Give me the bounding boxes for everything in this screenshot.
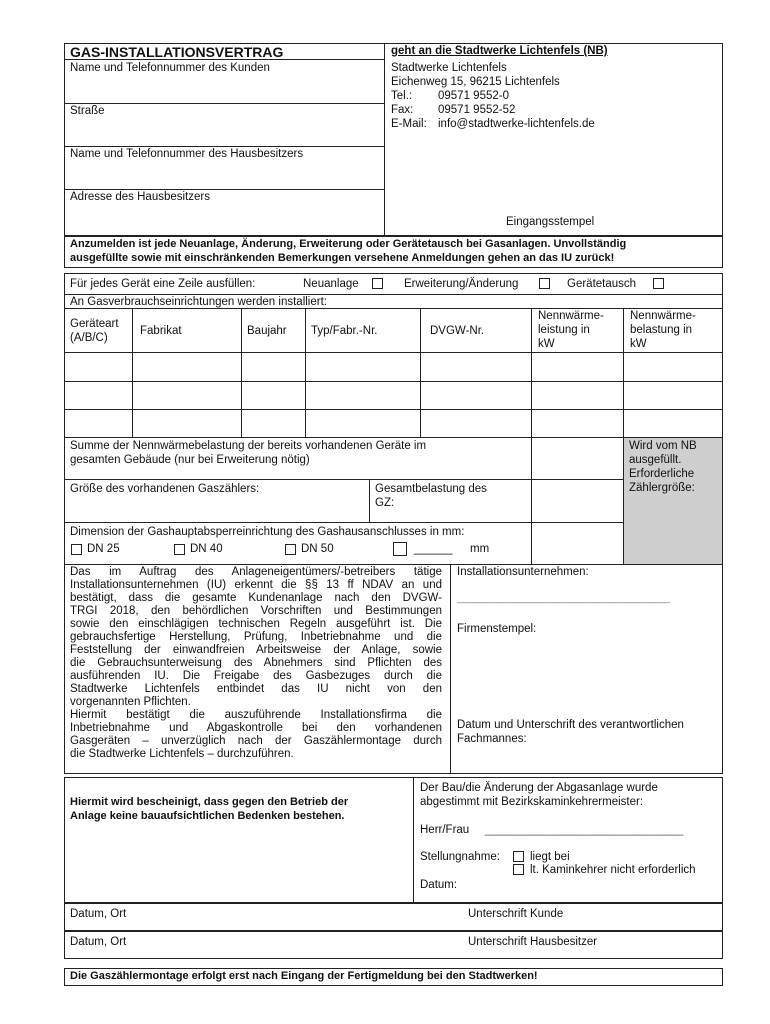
chimney-date-label: Datum: [420, 879, 458, 891]
building-statement-1: Hiermit wird bescheinigt, dass gegen den Betrieb der [70, 796, 349, 808]
owner-address-label: Adresse des Hausbesitzers [70, 191, 210, 203]
opinion-not-required-label: lt. Kaminkehrer nicht erforderlich [530, 864, 696, 876]
nb-note-2: ausgefüllt. [629, 454, 682, 466]
dn25-label: DN 25 [87, 543, 120, 555]
firm-stamp-area[interactable] [452, 640, 720, 714]
dn-custom-checkbox[interactable] [393, 542, 407, 556]
col-belastung-2: belastung in [630, 324, 693, 336]
signature-label-2: Fachmannes: [457, 733, 527, 745]
dn50-checkbox[interactable] [285, 544, 296, 555]
customer-name-phone-label: Name und Telefonnummer des Kunden [70, 62, 270, 74]
mr-mrs-label: Herr/Frau [420, 824, 470, 836]
firm-stamp-label: Firmenstempel: [457, 623, 537, 635]
erweiterung-checkbox[interactable] [539, 278, 550, 289]
flue-text-1: Der Bau/die Änderung der Abgasanlage wurde [420, 782, 658, 794]
owner-address-field[interactable] [65, 205, 383, 235]
utility-fax: 09571 9552-52 [438, 104, 516, 116]
option-geraetetausch-label: Gerätetausch [567, 278, 637, 290]
nb-note-1: Wird vom NB [629, 440, 697, 452]
form-title: GAS-INSTALLATIONSVERTRAG [70, 44, 284, 60]
nb-note-4: Zählergröße: [629, 482, 695, 494]
dn25-checkbox[interactable] [71, 544, 82, 555]
authorization-text: Das im Auftrag des Anlageneigentümers/-betreibers tätige Installationsunternehmen (IU) erkennt die §§ 13 ff NDAV an und bestätigt, dass die gesamte Kundenanlage nach den DVGW- TRGI 2018, den behördlichen Vorschriften und Bestimmungen sowie den einschlägigen technischen Regeln ausgeführt ist. Die gebrauchsfertige Herstellung, Prüfung, Inbetriebnahme und die Feststellung der einwandfreien Arbeitsweise der Anlage, sowie die Gebrauchsunterweisung des Abnehmers sind Pflichten des ausführenden IU. Die Freigabe des Gasbezuges durch die Stadtwerke Lichtenfels entbindet das IU nicht von den vorgenannten Pflichten. Hiermit bestätigt die auszuführende Installationsfirma die Inbetriebnahme und Abgaskontrolle bei den vorhandenen Gasgeräten – unverzüglich nach der Gaszählermontage durch die Stadtwerke Lichtenfels – durchzuführen. [70, 566, 442, 760]
instruction-label: Für jedes Gerät eine Zeile ausfüllen: [70, 278, 256, 290]
customer-signature-label: Unterschrift Kunde [468, 908, 564, 920]
option-neuanlage-label: Neuanlage [303, 278, 359, 290]
customer-date-place-label: Datum, Ort [70, 908, 127, 920]
street-label: Straße [70, 105, 105, 117]
total-load-field[interactable] [532, 480, 622, 521]
dn-custom-unit: mm [470, 543, 490, 555]
geraetetausch-checkbox[interactable] [653, 278, 664, 289]
device-row[interactable] [65, 353, 722, 380]
dn40-checkbox[interactable] [174, 544, 185, 555]
col-dvgw: DVGW-Nr. [430, 325, 485, 337]
col-leistung-3: kW [538, 338, 555, 350]
opinion-not-required-checkbox[interactable] [513, 864, 524, 875]
col-geraeteart: Geräteart [70, 318, 119, 330]
col-baujahr: Baujahr [247, 325, 287, 337]
neuanlage-checkbox[interactable] [372, 278, 383, 289]
meter-size-field[interactable] [65, 497, 368, 521]
customer-name-phone-field[interactable] [65, 76, 383, 102]
col-leistung-2: leistung in [538, 324, 590, 336]
option-erweiterung-label: Erweiterung/Änderung [404, 278, 519, 290]
street-field[interactable] [65, 119, 383, 145]
nb-note-3: Erforderliche [629, 468, 695, 480]
flue-text-2: abgestimmt mit Bezirkskaminkehrermeister: [420, 796, 644, 808]
receipt-stamp-label: Eingangsstempel [506, 216, 595, 228]
owner-signature-label: Unterschrift Hausbesitzer [468, 936, 598, 948]
send-to-label: geht an die Stadtwerke Lichtenfels (NB) [391, 45, 608, 57]
col-typ: Typ/Fabr.-Nr. [311, 325, 378, 337]
col-geraeteart-sub: (A/B/C) [70, 332, 108, 344]
opinion-attached-checkbox[interactable] [513, 851, 524, 862]
owner-name-phone-field[interactable] [65, 162, 383, 188]
utility-email-label: E-Mail: [391, 118, 427, 130]
meter-size-label: Größe des vorhandenen Gaszählers: [70, 483, 260, 495]
utility-tel: 09571 9552-0 [438, 90, 509, 102]
signature-row-customer [64, 903, 723, 931]
col-belastung-1: Nennwärme- [630, 310, 696, 322]
col-belastung-3: kW [630, 338, 647, 350]
utility-tel-label: Tel.: [391, 90, 413, 102]
opinion-label: Stellungnahme: [420, 851, 500, 863]
col-leistung-1: Nennwärme- [538, 310, 604, 322]
owner-date-place-label: Datum, Ort [70, 936, 127, 948]
utility-name: Stadtwerke Lichtenfels [391, 62, 507, 74]
total-load-label-1: Gesamtbelastung des [375, 483, 487, 495]
owner-name-phone-label: Name und Telefonnummer des Hausbesitzers [70, 148, 304, 160]
device-row[interactable] [65, 382, 722, 408]
notice-line-1: Anzumelden ist jede Neuanlage, Änderung, Erweiterung oder Gerätetausch bei Gasanlagen. Unvollständig [70, 238, 627, 250]
dn-custom-field[interactable]: ______ [414, 543, 453, 555]
opinion-attached-label: liegt bei [530, 851, 570, 863]
building-statement-2: Anlage keine bauaufsichtlichen Bedenken bestehen. [70, 810, 345, 822]
mr-mrs-field[interactable]: _______________________________ [485, 824, 684, 836]
col-fabrikat: Fabrikat [140, 325, 182, 337]
signature-row-owner [64, 931, 723, 959]
utility-street: Eichenweg 15, 96215 Lichtenfels [391, 76, 560, 88]
dn40-label: DN 40 [190, 543, 223, 555]
signature-label-1: Datum und Unterschrift des verantwortlichen [457, 719, 684, 731]
installer-label: Installationsunternehmen: [457, 566, 589, 578]
existing-sum-label-1: Summe der Nennwärmebelastung der bereits vorhandenen Geräte im [70, 440, 427, 452]
utility-fax-label: Fax: [391, 104, 414, 116]
existing-sum-label-2: gesamten Gebäude (nur bei Erweiterung nötig) [70, 454, 310, 466]
footer-note: Die Gaszählermontage erfolgt erst nach Eingang der Fertigmeldung bei den Stadtwerken! [70, 970, 538, 982]
dn50-label: DN 50 [301, 543, 334, 555]
dimension-label: Dimension der Gashauptabsperreinrichtung des Gashausanschlusses in mm: [70, 526, 465, 538]
device-row[interactable] [65, 410, 722, 436]
notice-line-2: ausgefüllte sowie mit einschränkenden Bemerkungen versehene Anmeldungen gehen an das IU zurück! [70, 252, 615, 264]
installed-label: An Gasverbrauchseinrichtungen werden installiert: [70, 296, 327, 308]
utility-email: info@stadtwerke-lichtenfels.de [438, 118, 595, 130]
existing-sum-field[interactable] [532, 438, 622, 478]
total-load-label-2: GZ: [375, 497, 395, 509]
installer-field[interactable]: __________________________________________ [457, 593, 670, 604]
